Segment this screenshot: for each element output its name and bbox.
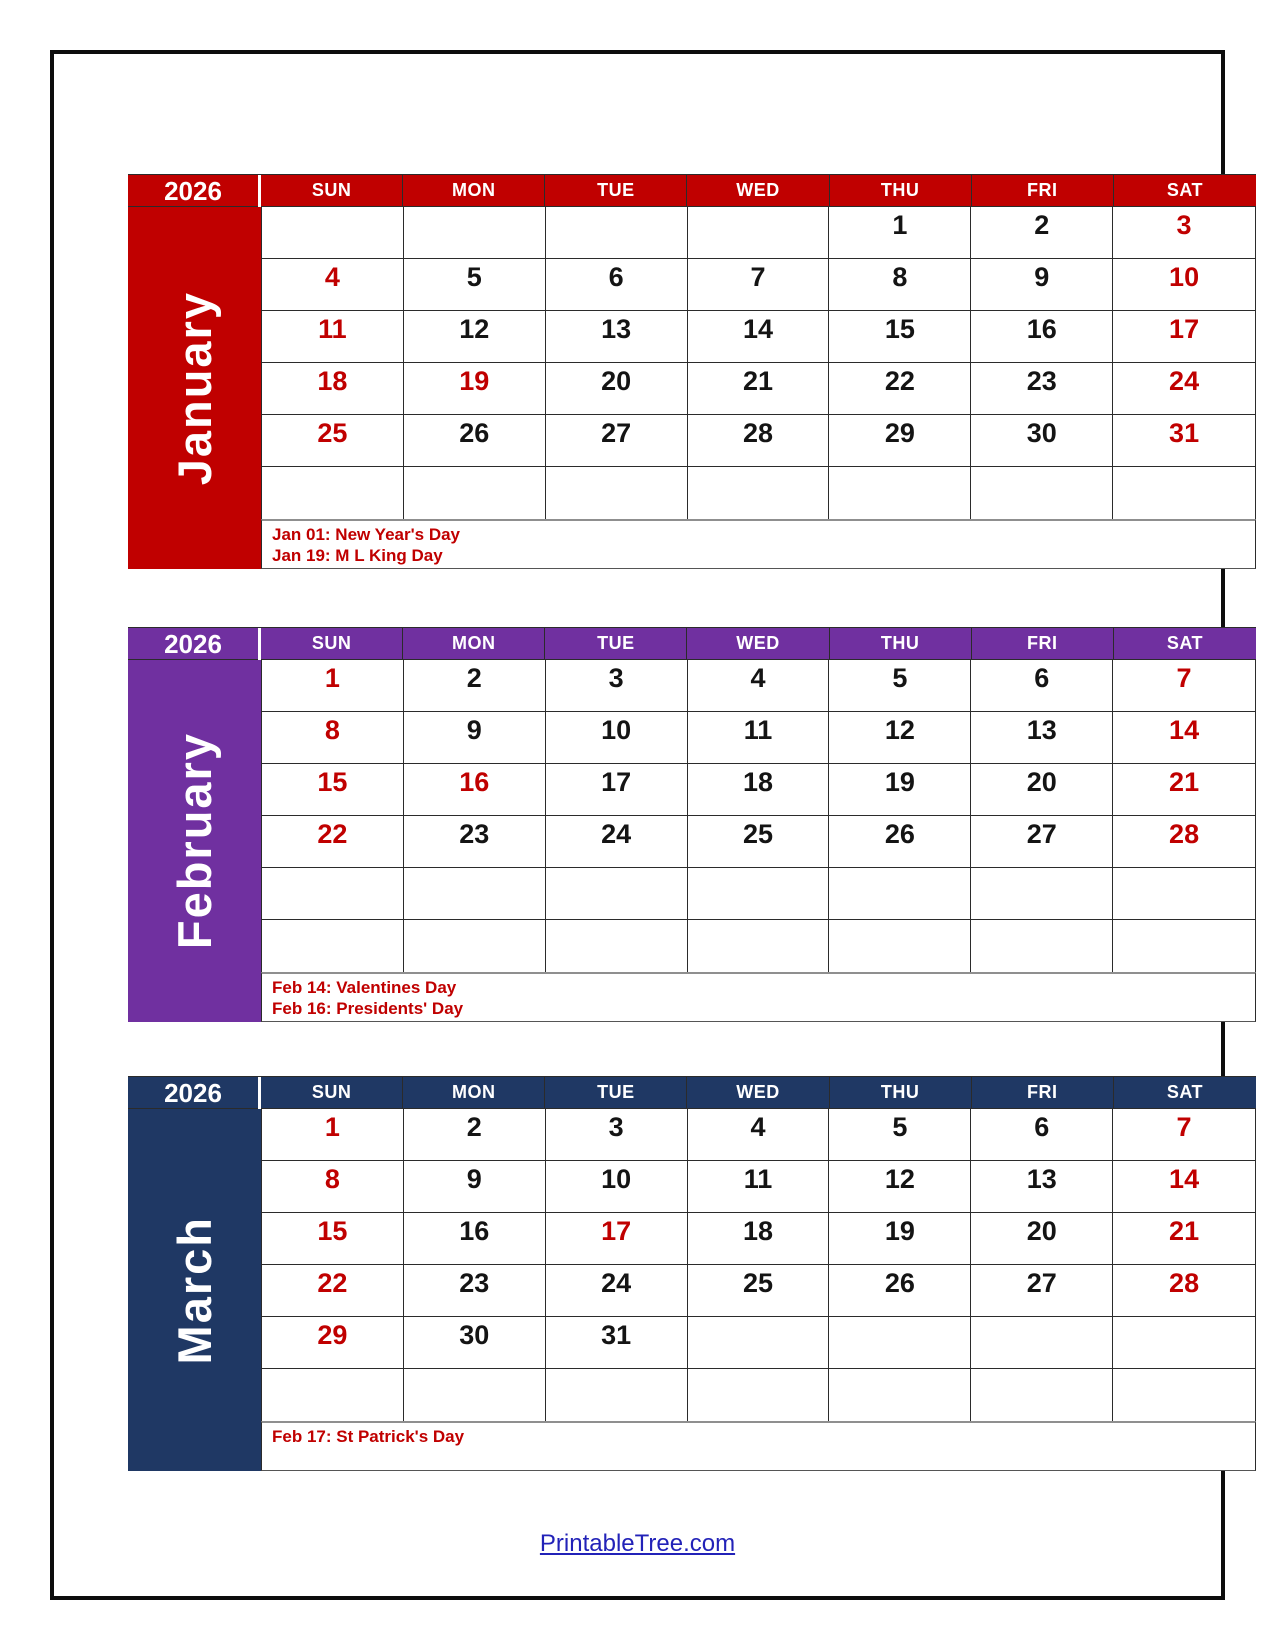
date-cell-2: 2 (971, 207, 1113, 259)
empty-date-cell (829, 467, 971, 519)
date-cell-17: 17 (1113, 311, 1255, 363)
empty-date-cell (262, 467, 404, 519)
day-header-fri: FRI (972, 628, 1114, 660)
january-year-label: 2026 (128, 175, 258, 207)
empty-date-cell (262, 1369, 404, 1421)
empty-date-cell (404, 207, 546, 259)
empty-date-cell (829, 920, 971, 972)
march-day-headers (261, 1077, 1256, 1109)
date-cell-30: 30 (971, 415, 1113, 467)
date-cell-10: 10 (1113, 259, 1255, 311)
date-cell-20: 20 (546, 363, 688, 415)
day-header-tue: TUE (545, 175, 687, 207)
date-cell-26: 26 (829, 1265, 971, 1317)
day-header-sun: SUN (261, 1077, 403, 1109)
february-sidebar (128, 660, 261, 1022)
date-cell-27: 27 (546, 415, 688, 467)
day-header-sat: SAT (1114, 628, 1256, 660)
empty-date-cell (688, 1317, 830, 1369)
date-cell-31: 31 (1113, 415, 1255, 467)
date-cell-17: 17 (546, 1213, 688, 1265)
march-body (128, 1109, 1256, 1471)
date-cell-25: 25 (688, 1265, 830, 1317)
day-header-fri: FRI (972, 175, 1114, 207)
empty-date-cell (971, 1369, 1113, 1421)
date-cell-29: 29 (829, 415, 971, 467)
date-cell-9: 9 (404, 712, 546, 764)
date-cell-4: 4 (262, 259, 404, 311)
january-sidebar (128, 207, 261, 569)
date-cell-23: 23 (404, 816, 546, 868)
empty-date-cell (1113, 1317, 1255, 1369)
date-cell-11: 11 (688, 1161, 830, 1213)
day-header-sun: SUN (261, 628, 403, 660)
date-cell-16: 16 (971, 311, 1113, 363)
empty-date-cell (1113, 467, 1255, 519)
empty-date-cell (546, 467, 688, 519)
date-cell-4: 4 (688, 660, 830, 712)
date-cell-2: 2 (404, 1109, 546, 1161)
date-cell-23: 23 (971, 363, 1113, 415)
empty-date-cell (1113, 1369, 1255, 1421)
date-cell-8: 8 (829, 259, 971, 311)
holiday-note: Feb 17: St Patrick's Day (272, 1427, 465, 1446)
date-cell-1: 1 (262, 1109, 404, 1161)
holiday-note: Jan 19: M L King Day (272, 546, 443, 565)
day-header-sat: SAT (1114, 175, 1256, 207)
footer (0, 1530, 1275, 1558)
date-cell-9: 9 (404, 1161, 546, 1213)
empty-date-cell (971, 920, 1113, 972)
date-cell-27: 27 (971, 816, 1113, 868)
date-cell-7: 7 (688, 259, 830, 311)
date-cell-28: 28 (1113, 816, 1255, 868)
day-header-sun: SUN (261, 175, 403, 207)
day-header-thu: THU (830, 1077, 972, 1109)
january-calendar (128, 174, 1256, 569)
march-date-grid (261, 1109, 1256, 1421)
day-header-sat: SAT (1114, 1077, 1256, 1109)
date-cell-3: 3 (546, 660, 688, 712)
date-cell-21: 21 (688, 363, 830, 415)
date-cell-20: 20 (971, 764, 1113, 816)
date-cell-8: 8 (262, 1161, 404, 1213)
date-cell-22: 22 (829, 363, 971, 415)
empty-date-cell (829, 1317, 971, 1369)
date-cell-12: 12 (829, 1161, 971, 1213)
january-holidays-note (261, 519, 1256, 569)
march-calendar (128, 1076, 1256, 1471)
date-cell-16: 16 (404, 1213, 546, 1265)
date-cell-26: 26 (404, 415, 546, 467)
date-cell-24: 24 (1113, 363, 1255, 415)
date-cell-28: 28 (1113, 1265, 1255, 1317)
march-holidays-note (261, 1421, 1256, 1471)
date-cell-3: 3 (1113, 207, 1255, 259)
empty-date-cell (1113, 920, 1255, 972)
date-cell-20: 20 (971, 1213, 1113, 1265)
date-cell-25: 25 (688, 816, 830, 868)
printabletree-link[interactable]: PrintableTree.com (539, 1530, 736, 1557)
march-month-name: March (168, 1215, 221, 1365)
date-cell-2: 2 (404, 660, 546, 712)
date-cell-13: 13 (546, 311, 688, 363)
march-year-label: 2026 (128, 1077, 258, 1109)
day-header-wed: WED (687, 1077, 829, 1109)
day-header-tue: TUE (545, 628, 687, 660)
date-cell-14: 14 (688, 311, 830, 363)
day-header-fri: FRI (972, 1077, 1114, 1109)
empty-date-cell (404, 868, 546, 920)
empty-date-cell (1113, 868, 1255, 920)
day-header-tue: TUE (545, 1077, 687, 1109)
holiday-note: Jan 01: New Year's Day (272, 525, 461, 544)
february-month-name: February (168, 732, 221, 950)
date-cell-22: 22 (262, 816, 404, 868)
empty-date-cell (546, 1369, 688, 1421)
empty-date-cell (546, 868, 688, 920)
empty-date-cell (546, 207, 688, 259)
date-cell-5: 5 (404, 259, 546, 311)
date-cell-8: 8 (262, 712, 404, 764)
empty-date-cell (971, 1317, 1113, 1369)
date-cell-17: 17 (546, 764, 688, 816)
empty-date-cell (262, 207, 404, 259)
empty-date-cell (404, 467, 546, 519)
february-date-grid (261, 660, 1256, 972)
date-cell-9: 9 (971, 259, 1113, 311)
date-cell-29: 29 (262, 1317, 404, 1369)
empty-date-cell (688, 207, 830, 259)
date-cell-15: 15 (262, 1213, 404, 1265)
date-cell-6: 6 (971, 1109, 1113, 1161)
date-cell-11: 11 (262, 311, 404, 363)
holiday-note: Feb 16: Presidents' Day (272, 999, 464, 1018)
empty-date-cell (688, 467, 830, 519)
date-cell-3: 3 (546, 1109, 688, 1161)
february-header-row (128, 627, 1256, 660)
february-holidays-note (261, 972, 1256, 1022)
february-year-label: 2026 (128, 628, 258, 660)
date-cell-23: 23 (404, 1265, 546, 1317)
date-cell-25: 25 (262, 415, 404, 467)
date-cell-6: 6 (971, 660, 1113, 712)
day-header-wed: WED (687, 175, 829, 207)
date-cell-7: 7 (1113, 660, 1255, 712)
date-cell-15: 15 (262, 764, 404, 816)
date-cell-21: 21 (1113, 1213, 1255, 1265)
date-cell-28: 28 (688, 415, 830, 467)
empty-date-cell (262, 868, 404, 920)
date-cell-24: 24 (546, 816, 688, 868)
day-header-thu: THU (830, 175, 972, 207)
empty-date-cell (829, 868, 971, 920)
february-body (128, 660, 1256, 1022)
march-sidebar (128, 1109, 261, 1471)
january-body (128, 207, 1256, 569)
date-cell-12: 12 (829, 712, 971, 764)
date-cell-6: 6 (546, 259, 688, 311)
date-cell-24: 24 (546, 1265, 688, 1317)
date-cell-10: 10 (546, 712, 688, 764)
date-cell-13: 13 (971, 712, 1113, 764)
date-cell-5: 5 (829, 660, 971, 712)
date-cell-18: 18 (262, 363, 404, 415)
date-cell-26: 26 (829, 816, 971, 868)
date-cell-18: 18 (688, 1213, 830, 1265)
date-cell-19: 19 (829, 764, 971, 816)
page-border-frame (50, 50, 1225, 1600)
day-header-mon: MON (403, 628, 545, 660)
date-cell-15: 15 (829, 311, 971, 363)
empty-date-cell (688, 1369, 830, 1421)
empty-date-cell (404, 1369, 546, 1421)
march-header-row (128, 1076, 1256, 1109)
empty-date-cell (971, 467, 1113, 519)
date-cell-18: 18 (688, 764, 830, 816)
february-day-headers (261, 628, 1256, 660)
february-calendar (128, 627, 1256, 1022)
date-cell-11: 11 (688, 712, 830, 764)
empty-date-cell (404, 920, 546, 972)
date-cell-13: 13 (971, 1161, 1113, 1213)
day-header-thu: THU (830, 628, 972, 660)
day-header-mon: MON (403, 1077, 545, 1109)
date-cell-19: 19 (829, 1213, 971, 1265)
date-cell-12: 12 (404, 311, 546, 363)
empty-date-cell (546, 920, 688, 972)
empty-date-cell (829, 1369, 971, 1421)
date-cell-10: 10 (546, 1161, 688, 1213)
date-cell-5: 5 (829, 1109, 971, 1161)
empty-date-cell (688, 920, 830, 972)
date-cell-7: 7 (1113, 1109, 1255, 1161)
date-cell-14: 14 (1113, 712, 1255, 764)
day-header-wed: WED (687, 628, 829, 660)
date-cell-19: 19 (404, 363, 546, 415)
date-cell-27: 27 (971, 1265, 1113, 1317)
january-header-row (128, 174, 1256, 207)
date-cell-21: 21 (1113, 764, 1255, 816)
date-cell-22: 22 (262, 1265, 404, 1317)
january-day-headers (261, 175, 1256, 207)
empty-date-cell (688, 868, 830, 920)
date-cell-31: 31 (546, 1317, 688, 1369)
january-date-grid (261, 207, 1256, 519)
day-header-mon: MON (403, 175, 545, 207)
empty-date-cell (971, 868, 1113, 920)
date-cell-30: 30 (404, 1317, 546, 1369)
empty-date-cell (262, 920, 404, 972)
date-cell-1: 1 (262, 660, 404, 712)
date-cell-1: 1 (829, 207, 971, 259)
holiday-note: Feb 14: Valentines Day (272, 978, 457, 997)
date-cell-14: 14 (1113, 1161, 1255, 1213)
january-month-name: January (168, 290, 221, 486)
date-cell-4: 4 (688, 1109, 830, 1161)
date-cell-16: 16 (404, 764, 546, 816)
